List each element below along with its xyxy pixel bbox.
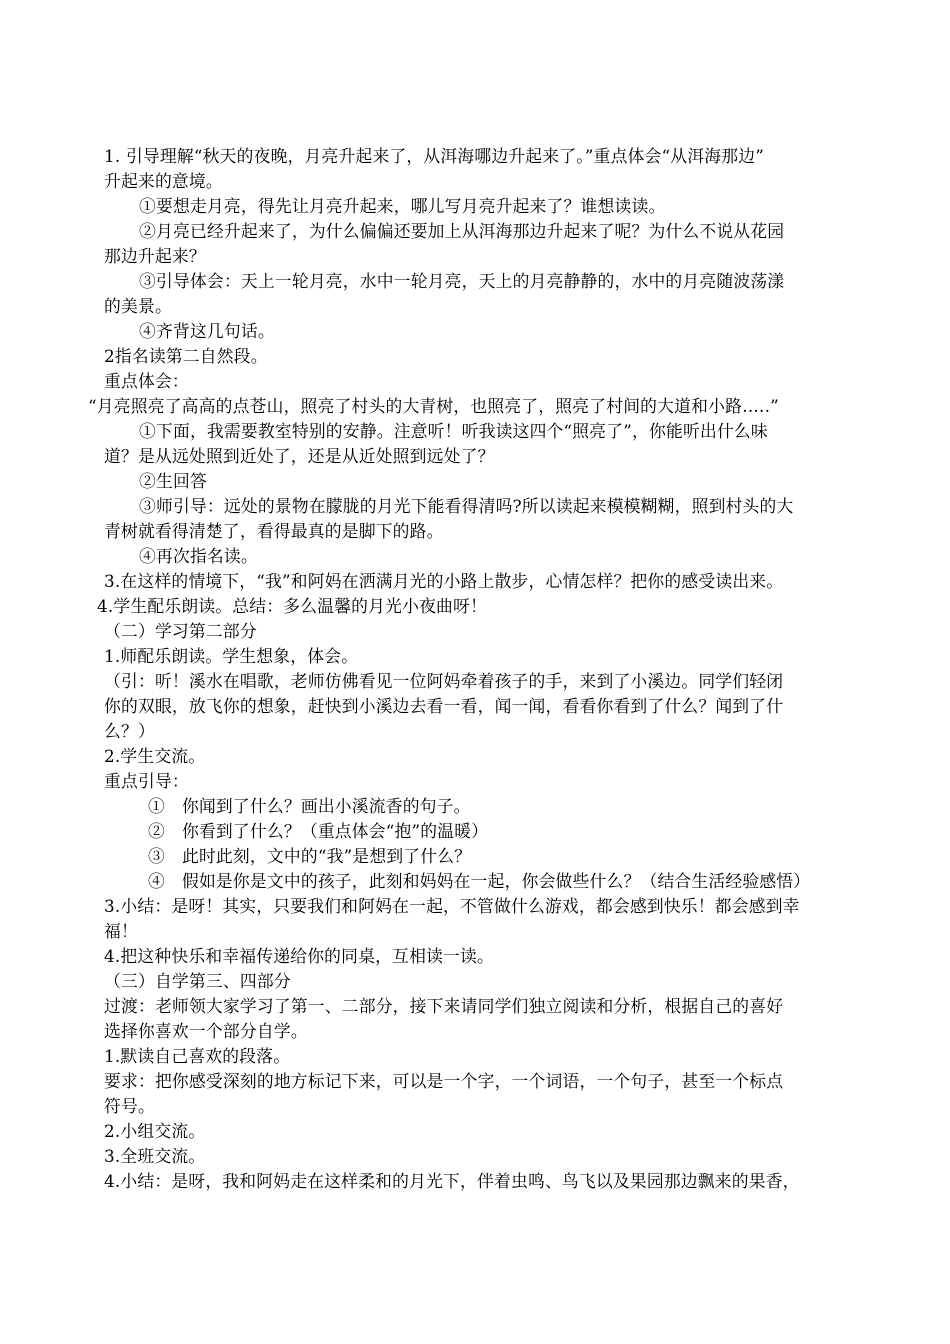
text-line: 选择你喜欢一个部分自学。 xyxy=(104,1021,308,1041)
text-line: 符号。 xyxy=(104,1096,155,1116)
text-line: 3.全班交流。 xyxy=(104,1146,206,1166)
section-heading: （二）学习第二部分 xyxy=(104,621,257,641)
text-line: 重点体会： xyxy=(104,371,189,391)
text-line: 过渡：老师领大家学习了第一、二部分，接下来请同学们独立阅读和分析，根据自己的喜好 xyxy=(104,996,784,1016)
text-line: 1.默读自己喜欢的段落。 xyxy=(104,1046,291,1066)
text-line: 么？） xyxy=(104,721,155,741)
text-line: 2.小组交流。 xyxy=(104,1121,206,1141)
text-line: ④再次指名读。 xyxy=(139,546,258,566)
text-line: 4.把这种快乐和幸福传递给你的同桌，互相读一读。 xyxy=(104,946,495,966)
text-line: “月亮照亮了高高的点苍山，照亮了村头的大青树，也照亮了，照亮了村间的大道和小路…..” xyxy=(88,396,779,416)
text-line: 重点引导： xyxy=(104,771,189,791)
text-line: ①下面，我需要教室特别的安静。注意听！听我读这四个“照亮了”，你能听出什么味 xyxy=(139,421,768,441)
text-line: 的美景。 xyxy=(104,296,172,316)
text-line: ①要想走月亮，得先让月亮升起来，哪儿写月亮升起来了？谁想读读。 xyxy=(139,196,666,216)
list-item: ③ 此时此刻，文中的“我”是想到了什么？ xyxy=(148,846,472,866)
text-line: ③师引导：远处的景物在朦胧的月光下能看得清吗?所以读起来模模糊糊，照到村头的大 xyxy=(139,496,794,516)
text-line: 福！ xyxy=(104,921,138,941)
text-line: 1. 引导理解“秋天的夜晚，月亮升起来了，从洱海哪边升起来了。”重点体会“从洱海那边” xyxy=(104,146,764,166)
text-line: 那边升起来？ xyxy=(104,246,206,266)
list-item: ① 你闻到了什么？画出小溪流香的句子。 xyxy=(148,796,471,816)
text-line: 你的双眼，放飞你的想象，赶快到小溪边去看一看，闻一闻，看看你看到了什么？闻到了什 xyxy=(104,696,784,716)
text-line: 道？是从远处照到近处了，还是从近处照到远处了？ xyxy=(104,446,495,466)
text-line: 4.小结：是呀，我和阿妈走在这样柔和的月光下，伴着虫鸣、鸟飞以及果园那边飘来的果香， xyxy=(104,1171,800,1191)
text-line: 3.在这样的情境下，“我”和阿妈在洒满月光的小路上散步，心情怎样？把你的感受读出来。 xyxy=(104,571,784,591)
text-line: ②月亮已经升起来了，为什么偏偏还要加上从洱海那边升起来了呢？为什么不说从花园 xyxy=(139,221,785,241)
text-line: （引：听！溪水在唱歌，老师仿佛看见一位阿妈牵着孩子的手，来到了小溪边。同学们轻闭 xyxy=(104,671,784,691)
text-line: 1.师配乐朗读。学生想象，体会。 xyxy=(104,646,359,666)
list-item: ② 你看到了什么？（重点体会“抱”的温暖） xyxy=(148,821,489,841)
text-line: ③引导体会：天上一轮月亮，水中一轮月亮，天上的月亮静静的，水中的月亮随波荡漾 xyxy=(139,271,785,291)
text-line: 青树就看得清楚了，看得最真的是脚下的路。 xyxy=(104,521,444,541)
text-line: 4.学生配乐朗读。总结：多么温馨的月光小夜曲呀！ xyxy=(97,596,488,616)
text-line: 3.小结：是呀！其实，只要我们和阿妈在一起，不管做什么游戏，都会感到快乐！都会感到幸 xyxy=(104,896,800,916)
text-line: ④齐背这几句话。 xyxy=(139,321,275,341)
list-item: ④ 假如是你是文中的孩子，此刻和妈妈在一起，你会做些什么？（结合生活经验感悟） xyxy=(148,871,811,891)
text-line: ②生回答 xyxy=(139,471,207,491)
text-line: 要求：把你感受深刻的地方标记下来，可以是一个字，一个词语，一个句子，甚至一个标点 xyxy=(104,1071,784,1091)
text-line: 升起来的意境。 xyxy=(104,171,223,191)
text-line: 2.学生交流。 xyxy=(104,746,206,766)
section-heading: （三）自学第三、四部分 xyxy=(104,971,291,991)
text-line: 2指名读第二自然段。 xyxy=(104,346,268,366)
